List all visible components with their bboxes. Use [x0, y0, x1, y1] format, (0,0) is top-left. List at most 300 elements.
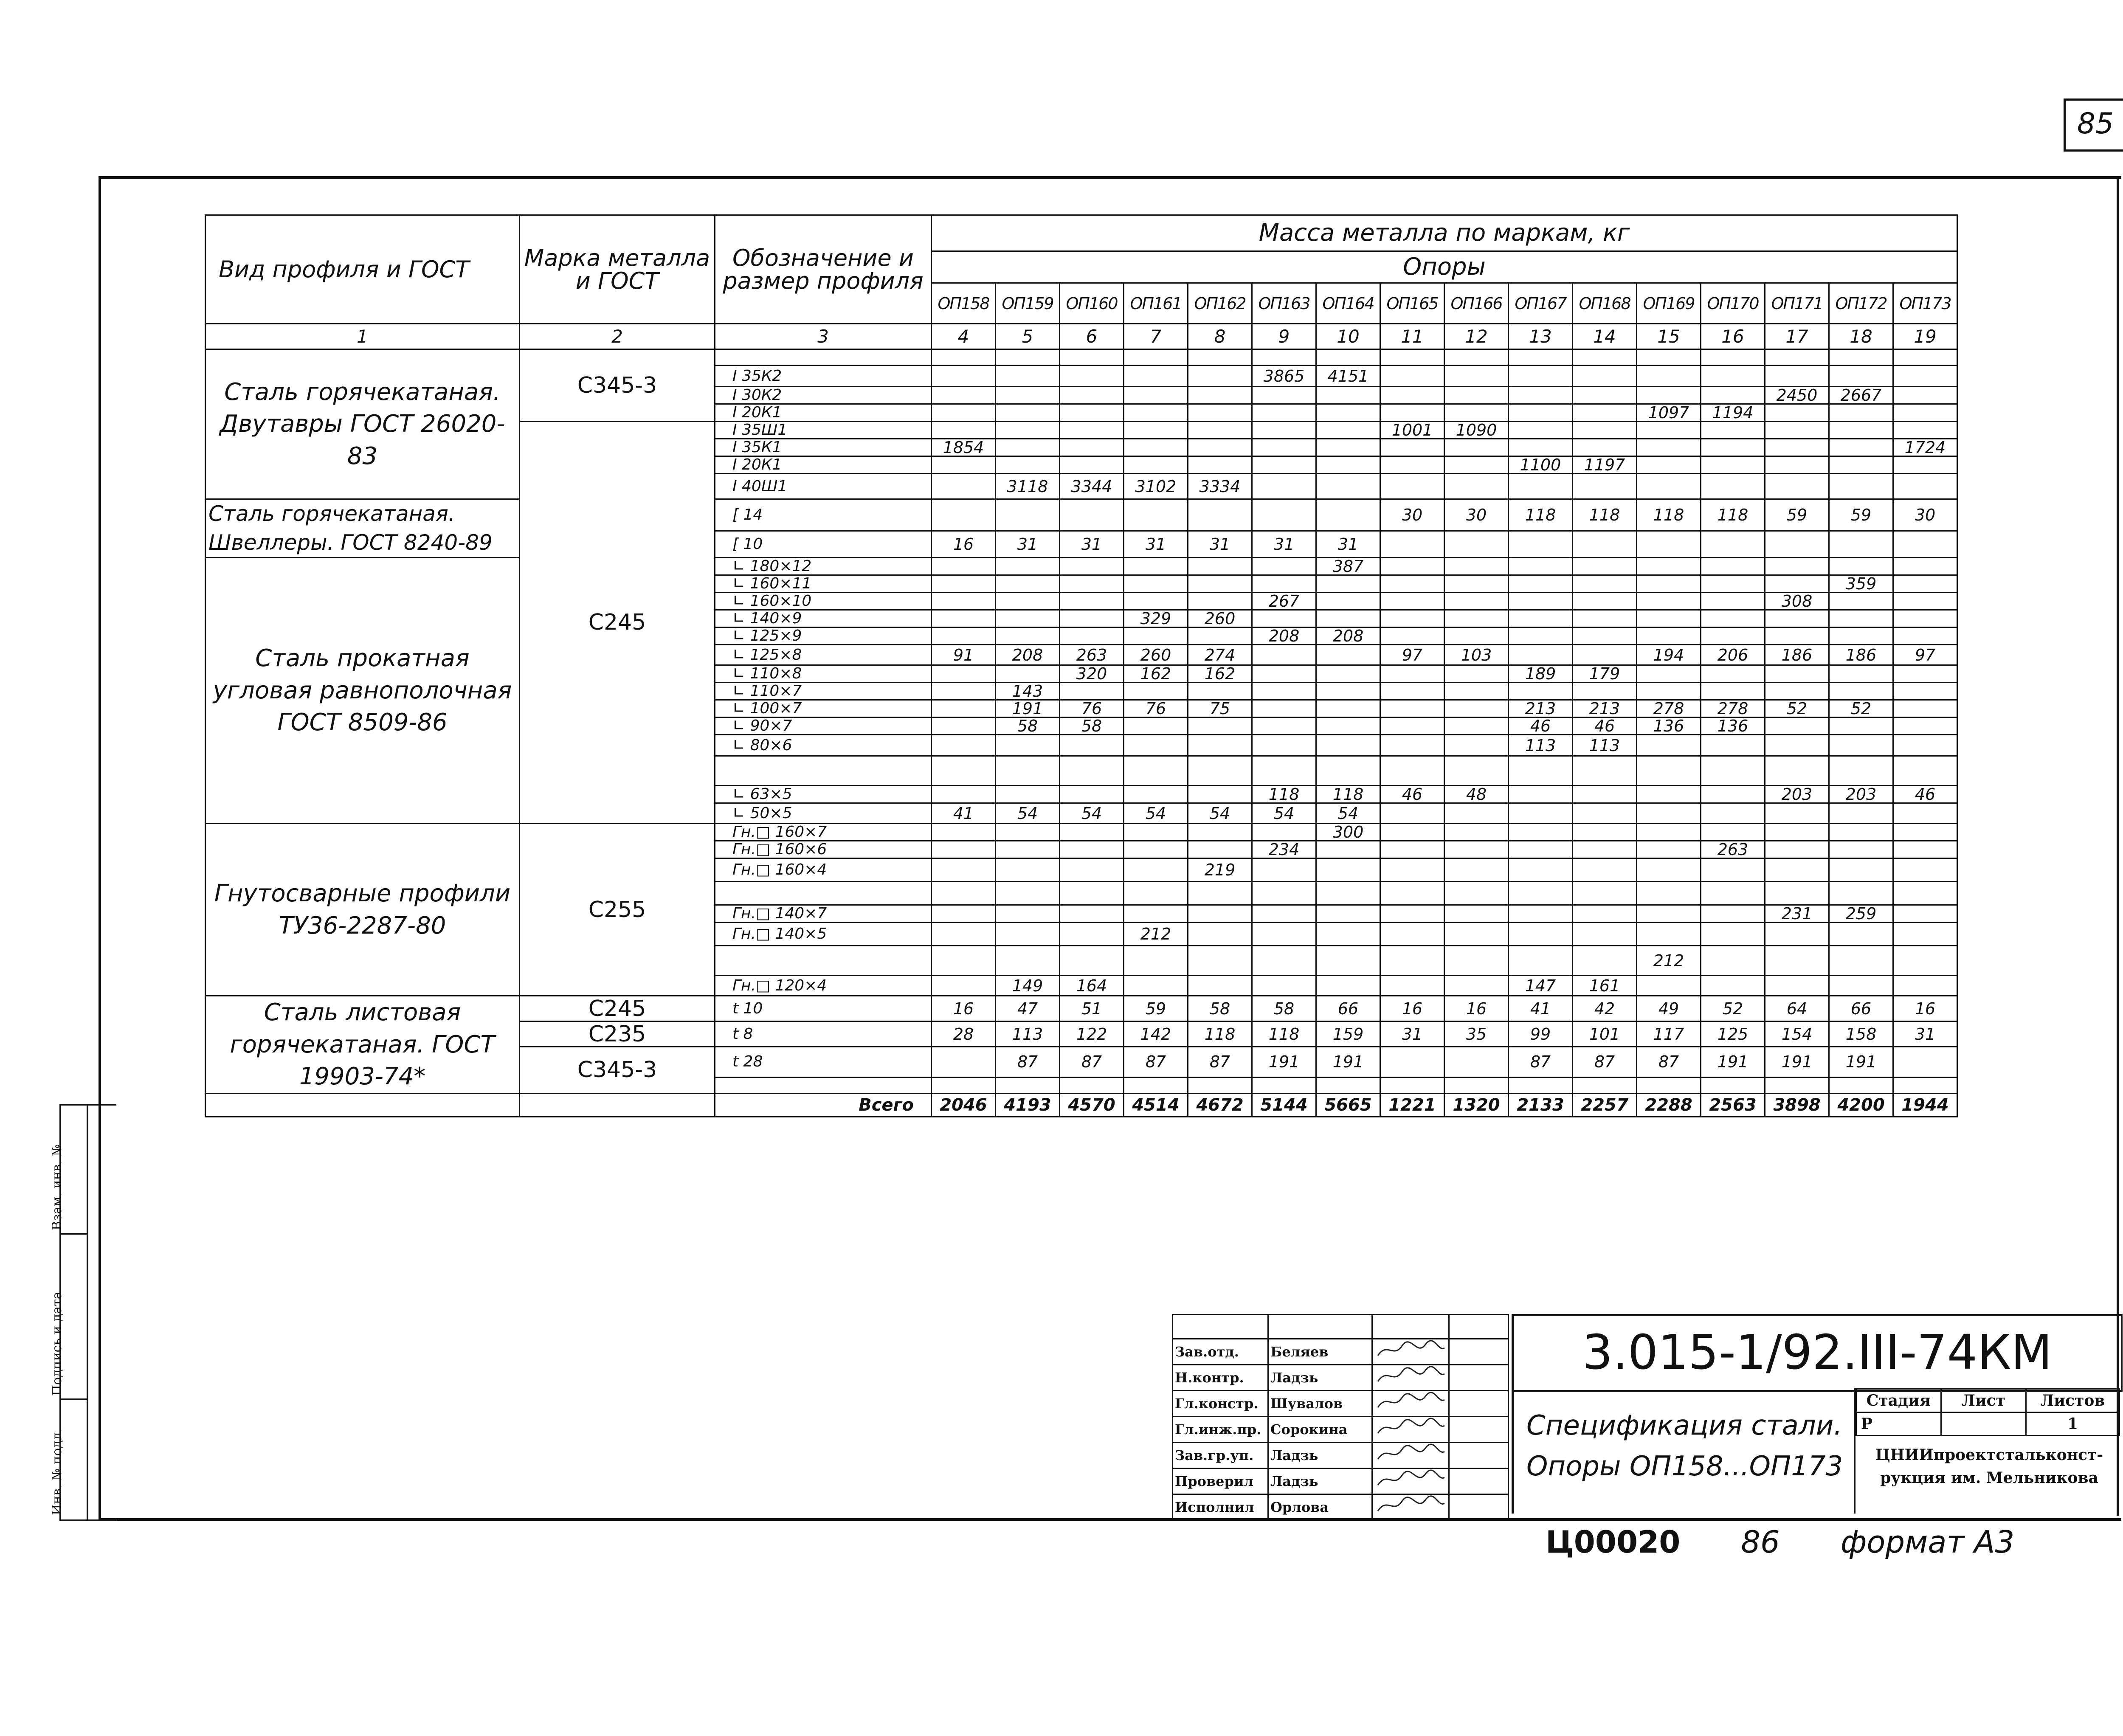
mass-cell: [1637, 1077, 1701, 1093]
mass-cell: [1701, 422, 1765, 439]
mass-cell: 103: [1444, 645, 1509, 665]
mass-cell: [996, 665, 1060, 683]
support-header: ОП166: [1444, 283, 1509, 324]
mass-cell: 75: [1188, 700, 1252, 717]
mass-cell: [1509, 1077, 1573, 1093]
profile-size: ∟ 50×5: [715, 803, 932, 824]
mass-cell: [1701, 803, 1765, 824]
mass-cell: [1637, 976, 1701, 996]
column-number: 8: [1188, 324, 1252, 349]
mass-cell: [1252, 683, 1316, 700]
mass-cell: [1765, 946, 1829, 976]
mass-cell: [1829, 627, 1893, 645]
mass-cell: [996, 735, 1060, 756]
mass-cell: [1765, 858, 1829, 882]
table-row: [206, 349, 1957, 366]
mass-cell: 52: [1765, 700, 1829, 717]
mass-cell: 87: [996, 1047, 1060, 1078]
profile-size: ∟ 160×11: [715, 575, 932, 593]
mass-cell: [1124, 786, 1188, 803]
mass-cell: 58: [996, 717, 1060, 735]
mass-cell: 189: [1509, 665, 1573, 683]
mass-cell: [1765, 841, 1829, 858]
mass-cell: 41: [932, 803, 996, 824]
total-label: Всего: [715, 1093, 932, 1117]
mass-cell: 3118: [996, 474, 1060, 499]
mass-cell: [1380, 349, 1444, 366]
mass-cell: [1444, 756, 1509, 786]
mass-cell: [1829, 717, 1893, 735]
mass-cell: [1893, 610, 1957, 627]
profile-group: Сталь листовая горячекатаная. ГОСТ 19903-74*: [206, 996, 520, 1094]
mass-cell: [1637, 627, 1701, 645]
profile-size: ∟ 80×6: [715, 735, 932, 756]
mass-cell: [1893, 858, 1957, 882]
mass-cell: 31: [1380, 1021, 1444, 1047]
mass-cell: 47: [996, 996, 1060, 1021]
mass-cell: [1509, 627, 1573, 645]
mass-cell: [932, 923, 996, 946]
mass-cell: 1097: [1637, 404, 1701, 422]
mass-cell: [1893, 387, 1957, 404]
mass-cell: [1765, 717, 1829, 735]
mass-cell: [1188, 575, 1252, 593]
mass-cell: [1380, 593, 1444, 610]
mass-cell: 91: [932, 645, 996, 665]
mass-cell: [1829, 683, 1893, 700]
mass-cell: [1444, 803, 1509, 824]
mass-cell: [1701, 366, 1765, 387]
mass-cell: [1188, 946, 1252, 976]
mass-cell: [1380, 404, 1444, 422]
support-header: ОП158: [932, 283, 996, 324]
mass-cell: [1444, 404, 1509, 422]
mass-cell: [1829, 665, 1893, 683]
mass-cell: [1893, 627, 1957, 645]
mass-cell: [1252, 735, 1316, 756]
signature-date: [1449, 1494, 1509, 1520]
mass-cell: [1060, 841, 1124, 858]
mass-cell: 46: [1509, 717, 1573, 735]
mass-cell: [1829, 841, 1893, 858]
mass-cell: [1444, 665, 1509, 683]
mass-cell: [1316, 593, 1380, 610]
mass-cell: [996, 882, 1060, 905]
mass-cell: 58: [1252, 996, 1316, 1021]
mass-cell: 278: [1701, 700, 1765, 717]
mass-cell: 3344: [1060, 474, 1124, 499]
mass-cell: [1444, 531, 1509, 558]
mass-cell: [1188, 558, 1252, 575]
mass-cell: [1701, 593, 1765, 610]
mass-cell: [1444, 841, 1509, 858]
mass-cell: [1380, 366, 1444, 387]
mass-cell: [1060, 858, 1124, 882]
mass-cell: 64: [1765, 996, 1829, 1021]
column-number: 12: [1444, 324, 1509, 349]
profile-size: [715, 756, 932, 786]
mass-cell: [1573, 683, 1637, 700]
total-cell: 4193: [996, 1093, 1060, 1117]
mass-cell: [996, 824, 1060, 841]
mass-cell: [1573, 946, 1637, 976]
mass-cell: 54: [1124, 803, 1188, 824]
mass-cell: [1060, 1077, 1124, 1093]
mass-cell: 2667: [1829, 387, 1893, 404]
mass-cell: [1573, 824, 1637, 841]
mass-cell: [1573, 404, 1637, 422]
mass-cell: 46: [1380, 786, 1444, 803]
mass-cell: [1893, 882, 1957, 905]
mass-cell: [1316, 645, 1380, 665]
total-empty: [520, 1093, 715, 1117]
mass-cell: [1252, 575, 1316, 593]
mass-cell: [1829, 946, 1893, 976]
mass-cell: 118: [1252, 1021, 1316, 1047]
mass-cell: 113: [1573, 735, 1637, 756]
mass-cell: 16: [1444, 996, 1509, 1021]
mass-cell: [1509, 803, 1573, 824]
mass-cell: [1701, 905, 1765, 923]
mass-cell: [932, 422, 996, 439]
mass-cell: [1444, 735, 1509, 756]
mass-cell: [1124, 841, 1188, 858]
mass-cell: [1765, 683, 1829, 700]
profile-size: t 10: [715, 996, 932, 1021]
mass-cell: 117: [1637, 1021, 1701, 1047]
mass-cell: [1893, 474, 1957, 499]
mass-cell: [1701, 946, 1765, 976]
mass-cell: [1124, 858, 1188, 882]
mass-cell: [1124, 824, 1188, 841]
signature-role: Гл.констр.: [1173, 1391, 1268, 1417]
org-line2: рукция им. Мельникова: [1880, 1469, 2098, 1487]
handwritten-signature: [1374, 1391, 1447, 1412]
mass-cell: [932, 858, 996, 882]
mass-cell: [1829, 558, 1893, 575]
mass-cell: [1060, 593, 1124, 610]
mass-cell: [1124, 735, 1188, 756]
mass-cell: 118: [1316, 786, 1380, 803]
support-header: ОП165: [1380, 283, 1444, 324]
mass-cell: [1252, 665, 1316, 683]
mass-cell: [1829, 531, 1893, 558]
mass-cell: [1637, 858, 1701, 882]
mass-cell: [1380, 882, 1444, 905]
mass-cell: [1316, 499, 1380, 531]
total-cell: 4514: [1124, 1093, 1188, 1117]
mass-cell: [1316, 756, 1380, 786]
mass-cell: [1060, 786, 1124, 803]
mass-cell: [1701, 474, 1765, 499]
mass-cell: 122: [1060, 1021, 1124, 1047]
mass-cell: 31: [996, 531, 1060, 558]
mass-cell: [1444, 905, 1509, 923]
mass-cell: 212: [1637, 946, 1701, 976]
mass-cell: [1316, 610, 1380, 627]
mass-cell: [1380, 439, 1444, 456]
mass-cell: [1573, 366, 1637, 387]
signature-mark: [1372, 1339, 1449, 1365]
mass-cell: 51: [1060, 996, 1124, 1021]
mass-cell: 31: [1060, 531, 1124, 558]
mass-cell: [1188, 824, 1252, 841]
profile-size: Гн.□ 160×7: [715, 824, 932, 841]
mass-cell: 87: [1060, 1047, 1124, 1078]
table-row: [206, 996, 1957, 1021]
mass-cell: 49: [1637, 996, 1701, 1021]
mass-cell: [1573, 387, 1637, 404]
mass-cell: [1380, 858, 1444, 882]
mass-cell: 54: [1188, 803, 1252, 824]
mass-cell: [1444, 610, 1509, 627]
mass-cell: [1765, 439, 1829, 456]
handwritten-signature: [1374, 1417, 1447, 1438]
mass-cell: 54: [1316, 803, 1380, 824]
mass-cell: [1060, 905, 1124, 923]
mass-cell: [1124, 456, 1188, 474]
mass-cell: [1573, 803, 1637, 824]
column-number: 5: [996, 324, 1060, 349]
mass-cell: [1060, 735, 1124, 756]
mass-cell: [1316, 717, 1380, 735]
mass-cell: [996, 841, 1060, 858]
mass-cell: [1188, 456, 1252, 474]
mass-cell: [1380, 976, 1444, 996]
signature-row: [1173, 1391, 1509, 1417]
mass-cell: [1252, 558, 1316, 575]
mass-cell: [932, 1047, 996, 1078]
mass-cell: [1829, 474, 1893, 499]
mass-cell: [1509, 756, 1573, 786]
mass-cell: [1829, 439, 1893, 456]
mass-cell: [1316, 422, 1380, 439]
signature-row: [1173, 1443, 1509, 1469]
column-number: 2: [520, 324, 715, 349]
profile-size: ∟ 140×9: [715, 610, 932, 627]
mass-cell: 387: [1316, 558, 1380, 575]
mass-cell: 66: [1316, 996, 1380, 1021]
mass-cell: 3102: [1124, 474, 1188, 499]
signature-name: Беляев: [1268, 1339, 1372, 1365]
side-vzam-inv: Взам. инв. №: [61, 1106, 87, 1235]
mass-cell: 52: [1701, 996, 1765, 1021]
mass-cell: [1060, 882, 1124, 905]
profile-size: Гн.□ 160×6: [715, 841, 932, 858]
mass-cell: 191: [1765, 1047, 1829, 1078]
mass-cell: [1829, 366, 1893, 387]
mass-cell: [1701, 1077, 1765, 1093]
mass-cell: [996, 404, 1060, 422]
mass-cell: [1316, 946, 1380, 976]
mass-cell: [1829, 882, 1893, 905]
mass-cell: [1893, 593, 1957, 610]
mass-cell: [932, 735, 996, 756]
mass-cell: 42: [1573, 996, 1637, 1021]
column-number: 13: [1509, 324, 1573, 349]
mass-cell: [1380, 700, 1444, 717]
mass-cell: [1124, 717, 1188, 735]
mass-cell: [1765, 474, 1829, 499]
footer-code: Ц00020: [1546, 1524, 1681, 1560]
mass-cell: 231: [1765, 905, 1829, 923]
column-number: 19: [1893, 324, 1957, 349]
mass-cell: [1893, 905, 1957, 923]
mass-cell: [932, 841, 996, 858]
column-number: 3: [715, 324, 932, 349]
mass-cell: [1637, 610, 1701, 627]
column-number: 7: [1124, 324, 1188, 349]
sheet-label: Лист: [1941, 1389, 2026, 1412]
support-header: ОП169: [1637, 283, 1701, 324]
table-row: [206, 558, 1957, 575]
mass-cell: [1316, 349, 1380, 366]
mass-cell: [1060, 610, 1124, 627]
total-cell: 5665: [1316, 1093, 1380, 1117]
mass-cell: 274: [1188, 645, 1252, 665]
mass-cell: [1573, 439, 1637, 456]
mass-cell: 16: [932, 531, 996, 558]
mass-cell: 208: [1316, 627, 1380, 645]
mass-cell: [1637, 456, 1701, 474]
total-cell: 1221: [1380, 1093, 1444, 1117]
mass-cell: [932, 610, 996, 627]
mass-cell: 97: [1380, 645, 1444, 665]
document-number: 3.015-1/92.III-74КМ: [1512, 1314, 2123, 1392]
mass-cell: [932, 976, 996, 996]
mass-cell: [1060, 575, 1124, 593]
mass-cell: 76: [1060, 700, 1124, 717]
mass-cell: 164: [1060, 976, 1124, 996]
mass-cell: [932, 456, 996, 474]
mass-cell: [1188, 404, 1252, 422]
mass-cell: [1637, 474, 1701, 499]
mass-cell: [1252, 474, 1316, 499]
mass-cell: [1252, 976, 1316, 996]
mass-cell: [1509, 786, 1573, 803]
mass-cell: 191: [996, 700, 1060, 717]
mass-cell: [1380, 735, 1444, 756]
mass-cell: 87: [1124, 1047, 1188, 1078]
mass-cell: [1380, 756, 1444, 786]
mass-cell: [1829, 803, 1893, 824]
mass-cell: [1893, 756, 1957, 786]
mass-cell: [1188, 627, 1252, 645]
mass-cell: [1252, 882, 1316, 905]
mass-cell: [1252, 404, 1316, 422]
mass-cell: [1188, 923, 1252, 946]
mass-cell: [1765, 882, 1829, 905]
mass-cell: [1637, 683, 1701, 700]
steel-grade: С235: [520, 1021, 715, 1047]
total-cell: 1944: [1893, 1093, 1957, 1117]
mass-cell: [932, 882, 996, 905]
mass-cell: 191: [1829, 1047, 1893, 1078]
profile-size: I 35Ш1: [715, 422, 932, 439]
mass-cell: 54: [996, 803, 1060, 824]
profile-size: ∟ 125×8: [715, 645, 932, 665]
mass-cell: [1444, 439, 1509, 456]
mass-cell: [1509, 858, 1573, 882]
mass-cell: [1893, 735, 1957, 756]
mass-cell: [1252, 439, 1316, 456]
mass-cell: [1060, 456, 1124, 474]
mass-cell: [1380, 841, 1444, 858]
col3-header: Обозначение и размер профиля: [715, 215, 932, 324]
mass-cell: [1188, 499, 1252, 531]
signature-mark: [1372, 1417, 1449, 1443]
sheet-title: [1512, 1388, 1856, 1514]
mass-cell: [932, 665, 996, 683]
mass-cell: [1124, 366, 1188, 387]
mass-cell: [1380, 558, 1444, 575]
handwritten-signature: [1374, 1365, 1447, 1387]
mass-cell: [1893, 366, 1957, 387]
mass-cell: [1188, 735, 1252, 756]
mass-cell: [1573, 422, 1637, 439]
mass-cell: 46: [1893, 786, 1957, 803]
profile-size: [715, 1077, 932, 1093]
mass-cell: [1252, 1077, 1316, 1093]
profile-size: ∟ 63×5: [715, 786, 932, 803]
mass-cell: [1701, 610, 1765, 627]
mass-cell: 99: [1509, 1021, 1573, 1047]
mass-cell: [1829, 422, 1893, 439]
mass-cell: [1316, 700, 1380, 717]
mass-cell: [1573, 558, 1637, 575]
mass-cell: [1060, 439, 1124, 456]
mass-cell: [1765, 404, 1829, 422]
mass-cell: 203: [1765, 786, 1829, 803]
signature-name: Орлова: [1268, 1494, 1372, 1520]
mass-cell: [1829, 593, 1893, 610]
mass-cell: 101: [1573, 1021, 1637, 1047]
mass-cell: [996, 627, 1060, 645]
mass-cell: [1765, 803, 1829, 824]
mass-cell: [1444, 824, 1509, 841]
mass-cell: [1701, 665, 1765, 683]
signature-name: Ладзь: [1268, 1469, 1372, 1494]
mass-cell: [1893, 404, 1957, 422]
profile-size: [ 14: [715, 499, 932, 531]
signature-date: [1449, 1391, 1509, 1417]
mass-cell: [1124, 627, 1188, 645]
mass-cell: 87: [1573, 1047, 1637, 1078]
mass-cell: 118: [1188, 1021, 1252, 1047]
mass-cell: 191: [1252, 1047, 1316, 1078]
mass-cell: [1893, 923, 1957, 946]
mass-cell: [1316, 976, 1380, 996]
mass-cell: [1637, 824, 1701, 841]
total-cell: 4672: [1188, 1093, 1252, 1117]
support-header: ОП171: [1765, 283, 1829, 324]
profile-size: ∟ 110×7: [715, 683, 932, 700]
mass-cell: [1188, 882, 1252, 905]
mass-cell: 118: [1701, 499, 1765, 531]
mass-cell: 158: [1829, 1021, 1893, 1047]
signature-role: Исполнил: [1173, 1494, 1268, 1520]
signature-role: Н.контр.: [1173, 1365, 1268, 1391]
total-cell: 2133: [1509, 1093, 1573, 1117]
mass-cell: [1829, 610, 1893, 627]
mass-cell: [1252, 717, 1316, 735]
mass-cell: [1637, 558, 1701, 575]
mass-cell: [932, 575, 996, 593]
mass-cell: [1893, 803, 1957, 824]
mass-cell: [1380, 610, 1444, 627]
mass-cell: [1380, 923, 1444, 946]
signature-name: Сорокина: [1268, 1417, 1372, 1443]
